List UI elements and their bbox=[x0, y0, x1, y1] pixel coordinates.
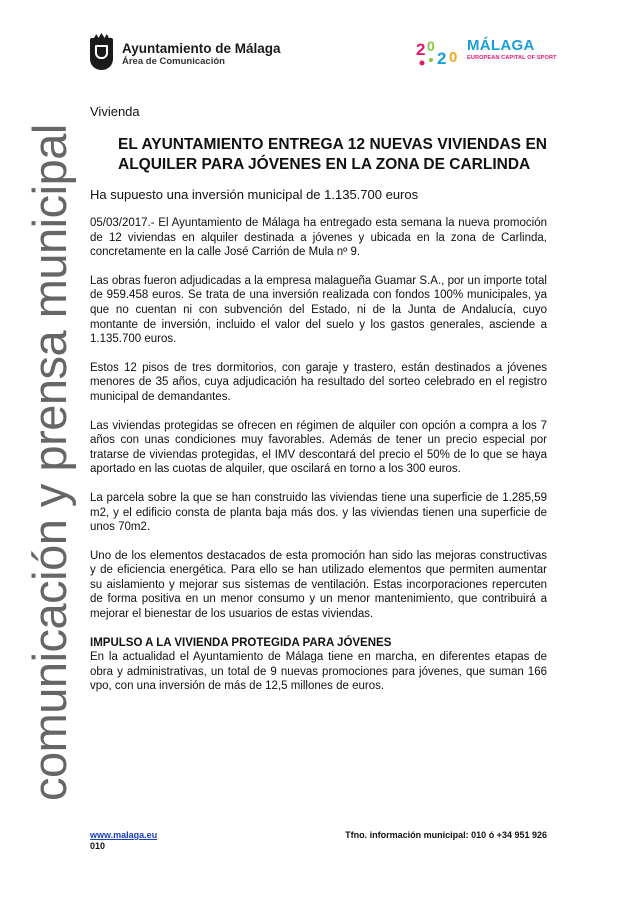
svg-text:0: 0 bbox=[449, 49, 458, 66]
subheading: IMPULSO A LA VIVIENDA PROTEGIDA PARA JÓVENES bbox=[90, 636, 392, 649]
sidebar-vertical-title: comunicación y prensa municipal bbox=[23, 124, 76, 801]
brand-tagline: EUROPEAN CAPITAL OF SPORT bbox=[467, 55, 557, 61]
website-link[interactable]: www.malaga.eu bbox=[90, 830, 158, 840]
svg-text:0: 0 bbox=[427, 38, 435, 54]
footer bbox=[90, 830, 547, 852]
paragraph: La parcela sobre la que se han construido las viviendas tiene una superficie de 1.285,59 m2, y el edificio consta de planta baja más dos. y las viviendas tienen una superficie de unos 70m2. bbox=[90, 491, 547, 534]
headline: EL AYUNTAMIENTO ENTREGA 12 NUEVAS VIVIENDAS EN ALQUILER PARA JÓVENES EN LA ZONA DE CARLINDA bbox=[118, 136, 547, 173]
svg-text:2: 2 bbox=[416, 40, 426, 59]
brand-name: MÁLAGA bbox=[467, 37, 535, 54]
paragraph: Las viviendas protegidas se ofrecen en régimen de alquiler con opción a compra a los 7 años con unas condiciones muy favorables. Además de tener un precio especial por tratarse de viviendas protegidas, el IMV descontará del precio el 50% de lo que se haya aportado en las cuotas de alquiler, que oscilará en torno a los 300 euros. bbox=[90, 419, 547, 476]
paragraph: Estos 12 pisos de tres dormitorios, con garaje y trastero, están destinados a jóvenes menores de 35 años, cuya adjudicación ha resultado del sorteo celebrado en el registro municipal de demandantes. bbox=[90, 361, 547, 403]
org-name: Ayuntamiento de Málaga bbox=[122, 40, 281, 56]
subtitle: Ha supuesto una inversión municipal de 1.135.700 euros bbox=[90, 187, 419, 202]
paragraph: Uno de los elementos destacados de esta promoción han sido las mejoras constructivas y de eficiencia energética. Para ello se han utilizado elementos que permiten aumentar su aislamiento y mejorar sus sistemas de ventilación. Estas incorporaciones repercuten de forma positiva en un menor consumo y un menor mantenimiento, que contribuirá a mejorar el bienestar de los usuarios de estas viviendas. bbox=[90, 549, 547, 621]
european-sport-capital-logo bbox=[415, 36, 565, 70]
phone-info: Tfno. información municipal: 010 ó +34 951 926 bbox=[345, 830, 547, 840]
paragraph: Las obras fueron adjudicadas a la empresa malagueña Guamar S.A., por un importe total de 959.458 euros. Se trata de una inversión realizada con fondos 100% municipales, ya que no cuentan ni con subvención del Estado, ni de la Junta de Andalucía, cuyo montante de inversión, incluido el valor del suelo y los gastos generales, asciende a 1.135.700 euros. bbox=[90, 274, 547, 346]
logo-text bbox=[122, 41, 281, 68]
twenty-twenty-icon bbox=[415, 36, 467, 70]
paragraph: 05/03/2017.- El Ayuntamiento de Málaga ha entregado esta semana la nueva promoción de 12 viviendas en alquiler destinada a jóvenes y ubicada en la zona de Carlinda, concretamente en la calle José Carrión de Mula nº 9. bbox=[90, 217, 547, 259]
coat-of-arms-icon bbox=[90, 38, 113, 70]
department-name: Área de Comunicación bbox=[122, 55, 225, 67]
phone-continuation: 010 bbox=[90, 841, 106, 851]
svg-text:2: 2 bbox=[437, 49, 447, 68]
article bbox=[90, 104, 547, 694]
city-council-logo bbox=[90, 38, 281, 70]
closing-paragraph: En la actualidad el Ayuntamiento de Málaga tiene en marcha, en diferentes etapas de obra y administrativas, un total de 9 nuevas promociones para jóvenes, que suman 166 vpo, con una inversión de más de 12,5 millones de euros. bbox=[90, 651, 547, 693]
section-label: Vivienda bbox=[90, 104, 140, 119]
